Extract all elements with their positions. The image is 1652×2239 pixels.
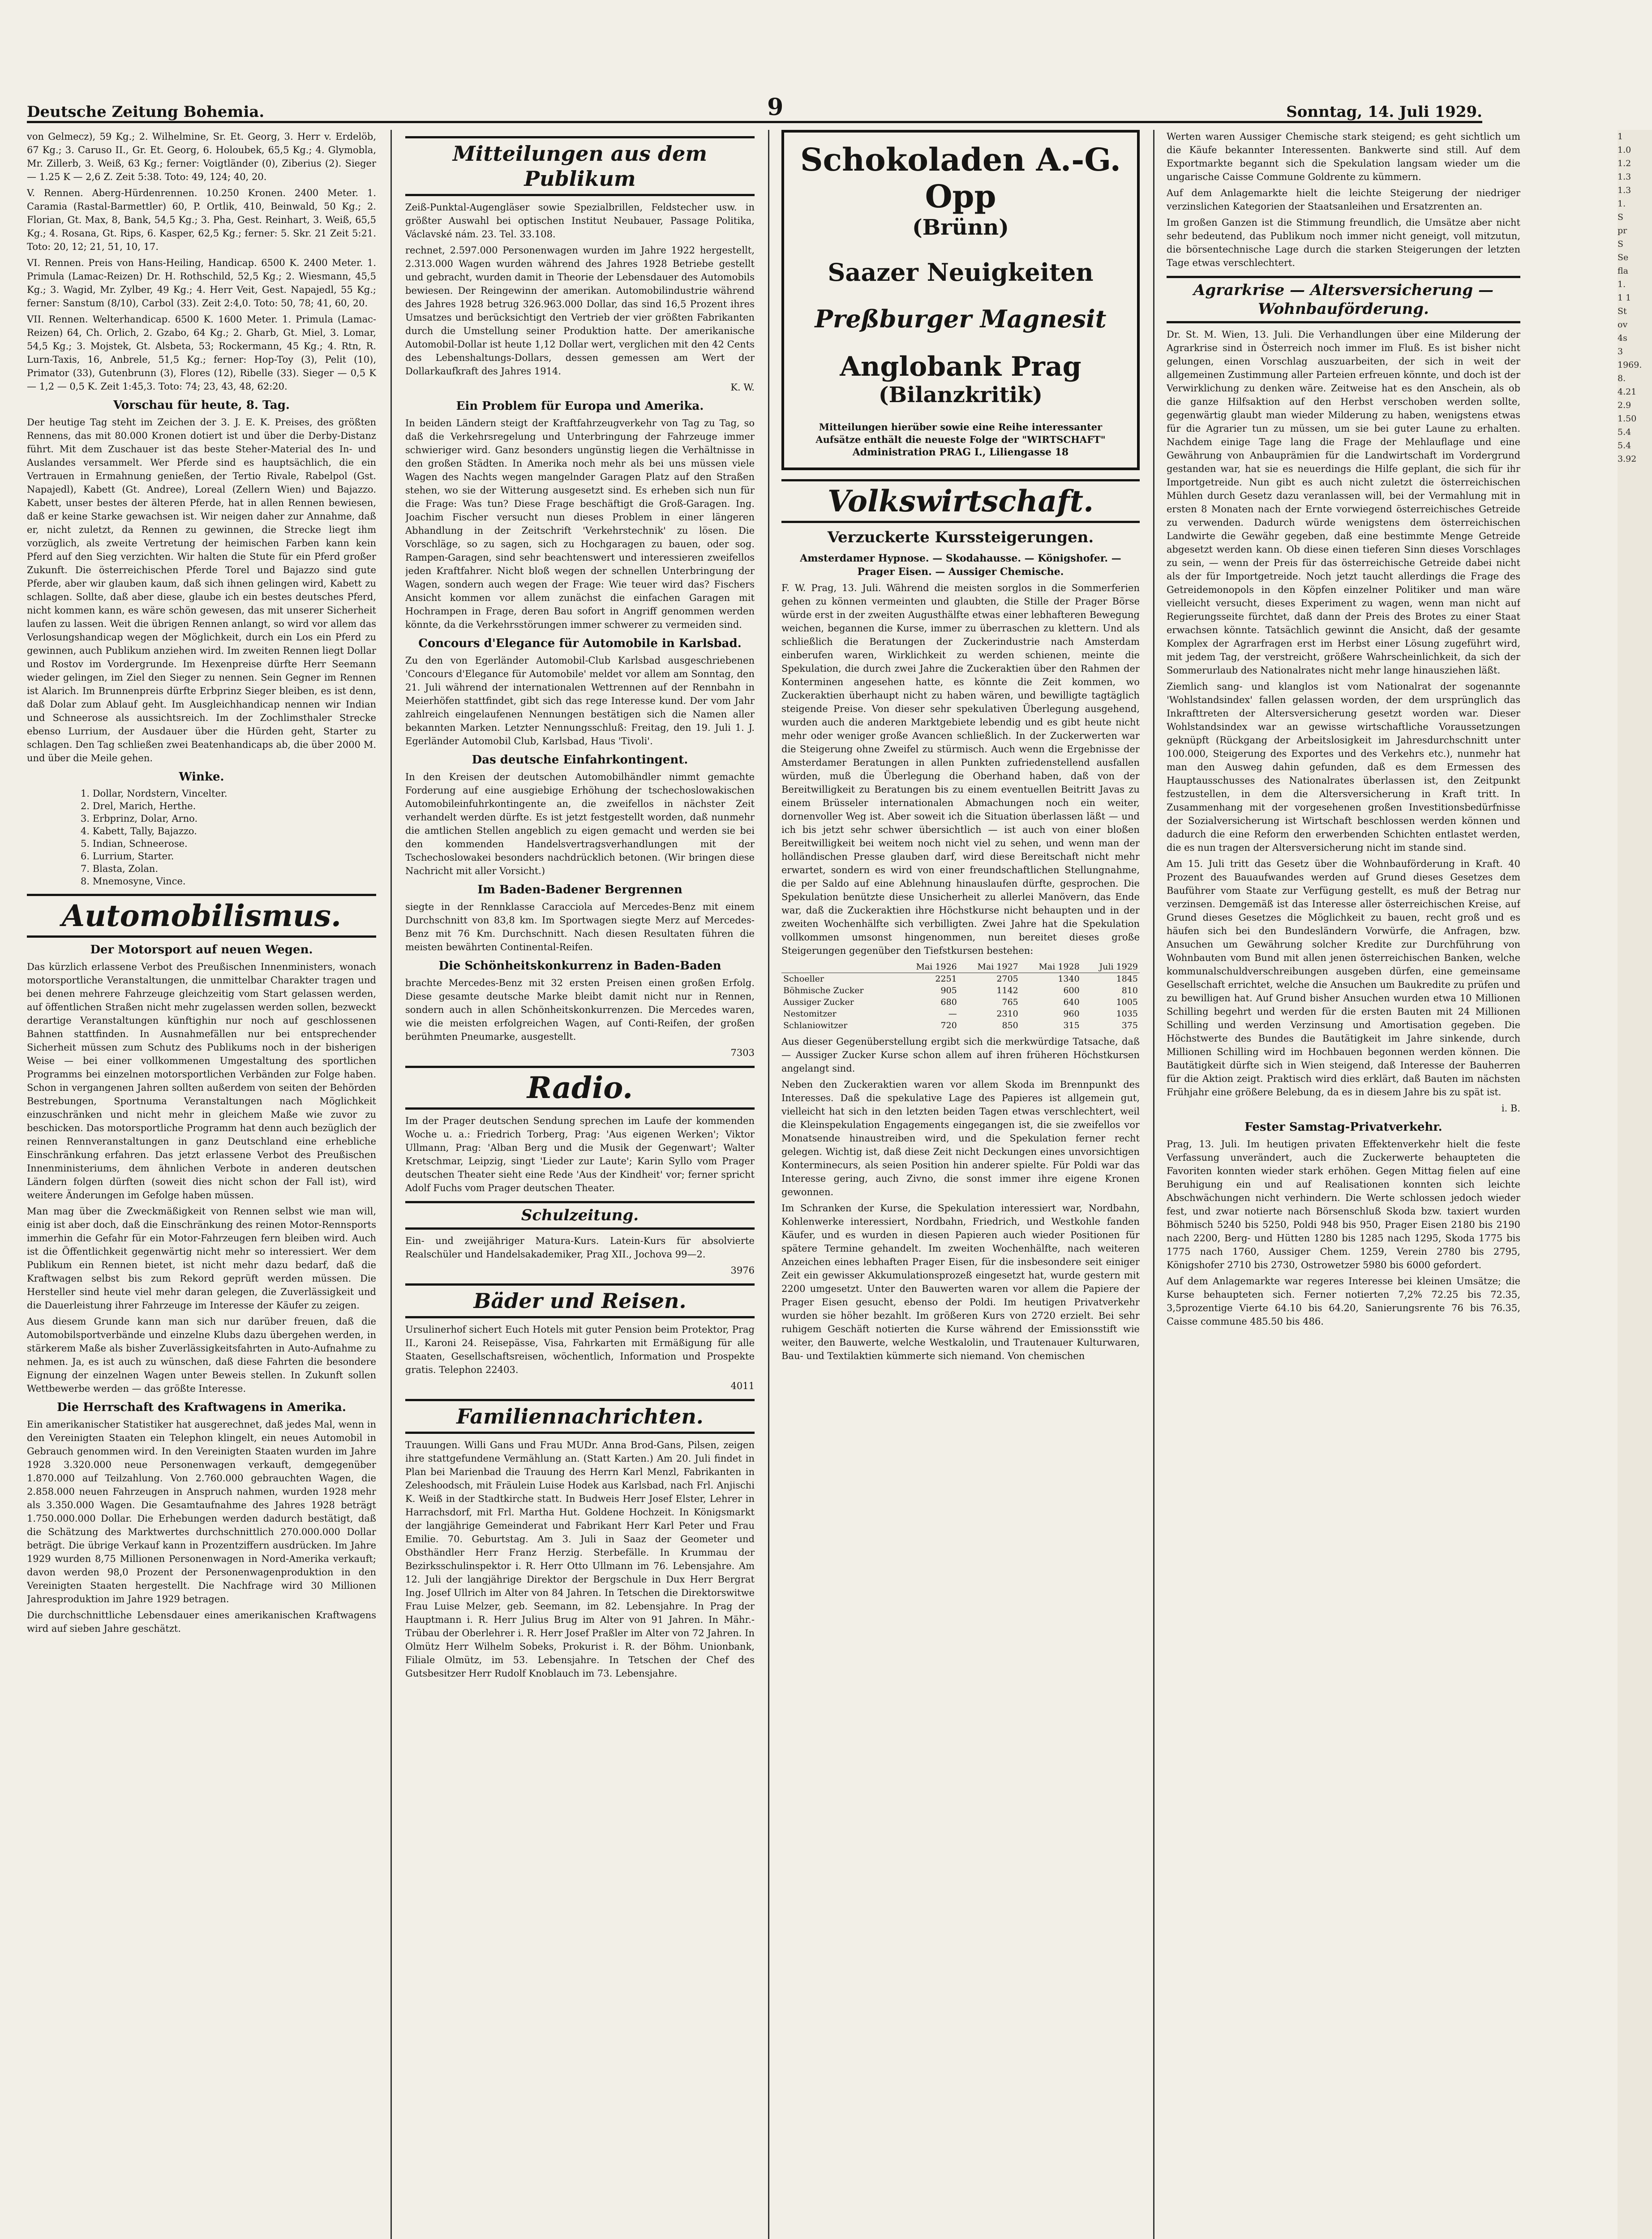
edge-fragment: 1.3 — [1618, 185, 1631, 195]
table-cell: 1005 — [1116, 997, 1138, 1007]
ad-line-magnesit: Preßburger Magnesit — [815, 305, 1107, 333]
race-results-3: VI. Rennen. Preis von Hans-Heiling, Handicap. 6500 K. 2400 Meter. 1. Primula (Lamac-Reizen) Dr. H. Rothschild, 52,5 Kg.; 2. Wiesmann, 45,5 Kg.; 3. Wagid, Mr. Zylber, 49 Kg.; 4. Herr Veit, Gest. Napajedl, 55 Kg.; ferner: Sanstum (8/10), Carbol (33). Zeit 2:4,0. Toto: 50, 78; 41, 60, 20. — [27, 257, 376, 309]
agrar-text: Dr. St. M. Wien, 13. Juli. Die Verhandlungen über eine Milderung der Agrarkrise sind in Österreich noch immer im Fluß. Es ist bisher nicht gelungen, einen Vorschlag auszuarbeiten, der sich in weit der allgemeinen Zustimmung aller Parteien erfreuen könnte, und doch ist der Verwirklichung zu denken wäre. Zeitweise hat es den Anschein, als ob die ganze Hilfsaktion auf den Herbst verschoben werden sollte, gegenwärtig glaubt man wieder Milderung zu haben, wenigstens etwas für die Agrarier tun zu müssen, um sie bei guter Laune zu erhalten. Nachdem einige Tage lang die Frage der Mehlauflage und eine Gewährung von Anbauprämien für die Landwirtschaft im Vordergrund gestanden war, hat sie es neuerdings die Hilfe geplant, die sich für ihr Importgetreide. Nun gibt es auch nicht zuletzt die österreichischen Mühlen durch Gesetz dazu veranlassen will, bei der Vermahlung mit in ersten 8 Monaten nach der Ernte vorwiegend österreichisches Getreide zu verwenden. Dadurch würde wenigstens dem österreichischen Landwirte die Gewähr gegeben, daß eine bestimmte Menge Getreide abgesetzt werden kann. Ob diese einen tieferen Sinn dieses Vorschlages zu sein, — wenn der Preis für das österreichische Getreide dabei nicht als der für Importgetreide. Noch jetzt taucht allerdings die Frage des Getreidemonopols in den Köpfen einzelner Politiker und man wäre vielleicht versucht, dieses Experiment zu wagen, wenn man nicht auf Regierungsseite fürchtet, daß dann der Preis des Brotes zu einer Staat erwachsen könnte. Tatsächlich gewinnt die Ansicht, daß der gesamte Komplex der Agrarfragen erst im Herbst einer Lösung zugeführt wird, mit jedem Tag, der verstreicht, größere Wahrscheinlichkeit, da sich der Sommerurlaub des Nationalrates nicht mehr lange hinausziehen läßt. — [1167, 329, 1520, 676]
ad-line-anglobank-sub: (Bilanzkritik) — [878, 382, 1043, 407]
table-cell: 640 — [1063, 997, 1080, 1007]
baeder-text: Ursulinerhof sichert Euch Hotels mit guter Pension beim Protektor, Prag II., Karoni 24. Reisepässe, Visa, Fahrkarten mit Ermäßigung für alle Staaten, Gesellschaftsreisen, wöchentlich, Information und Prospekte gratis. Telephon 22403. — [405, 1324, 755, 1375]
market-intro-text: Werten waren Aussiger Chemische stark steigend; es geht sichtlich um die Käufe bekannter Interessenten. Bankwerte sind still. Auf dem Exportmarkte begannt sich die Spekulation langsam wieder um die ungarische Caisse Commune Goldrente zu kümmern. — [1167, 131, 1520, 182]
race-results-4: VII. Rennen. Welterhandicap. 6500 K. 1600 Meter. 1. Primula (Lamac-Reizen) 64, Ch. Orlich, 2. Gzabo, 64 Kg.; 2. Gharb, Gt. Miel, 3. Lomar, 54,5 Kg.; 3. Mojstek, Gt. Alsbeta, 53; Rockermann, 45 Kg.; 4. Rtn, R. Lurn-Taxis, 16, Anbrele, 51,5 Kg.; ferner: Hop-Toy (3), Pelit (10), Primator (33), Gutenbrunn (3), Flores (12), Ribelle (33). Sieger — 0,5 K — 1,2 — 0,5 K. Zeit 1:45,3. Toto: 74; 23, 43, 48, 62:20. — [27, 314, 376, 392]
edge-fragment: 1 — [1618, 132, 1623, 142]
edge-fragment: 1. — [1618, 199, 1626, 209]
table-cell: 810 — [1121, 986, 1138, 995]
column-rule — [390, 130, 392, 2239]
table-cell: Schoeller — [783, 974, 824, 984]
column-3 — [781, 130, 1140, 2239]
kurs-heading: Verzuckerte Kurssteigerungen. — [827, 528, 1094, 546]
edge-fragment: S — [1618, 212, 1624, 222]
agrar-signature: i. B. — [1501, 1103, 1520, 1114]
kurs-subheading: Amsterdamer Hypnose. — Skodahausse. — Königshofer. — Prager Eisen. — Aussiger Chemische. — [800, 553, 1121, 578]
column-rule — [768, 130, 769, 2239]
edge-fragment: 1.3 — [1618, 172, 1631, 182]
section-heading-radio: Radio. — [405, 1066, 755, 1110]
table-cell: 850 — [1002, 1021, 1018, 1030]
table-cell: Schlaniowitzer — [783, 1021, 848, 1030]
table-row — [781, 1020, 1140, 1031]
edge-fragment: St — [1618, 306, 1627, 316]
section-heading-baeder: Bäder und Reisen. — [405, 1283, 755, 1318]
edge-fragment: 2.9 — [1618, 400, 1631, 410]
tips-list — [27, 787, 376, 888]
section-heading-schulzeitung: Schulzeitung. — [405, 1201, 755, 1230]
motorsport-text-3: Aus diesem Grunde kann man sich nur darüber freuen, daß die Automobilsportverbände und einzelne Klubs dazu übergehen werden, in stärkerem Maße als bisher Zuverlässigkeitsfahrten in Auto-Aufnahme zu nehmen. Ja, es ist auch zu wünschen, daß diese Fahrten die besondere Eignung der einzelnen Wagen unter Beweis stellen. In Zukunft sollen Wettbewerbe werden — das größte Interesse. — [27, 1316, 376, 1394]
tip-item: 7. Blasta, Zolan. — [81, 863, 159, 874]
table-cell: Böhmische Zucker — [783, 986, 864, 995]
kurs-text-2: Aus dieser Gegenüberstellung ergibt sich die merkwürdige Tatsache, daß — Aussiger Zucker Kurse schon allem auf ihren früheren Höchstkursen angelangt sind. — [781, 1036, 1140, 1074]
tip-item: 4. Kabett, Tally, Bajazzo. — [81, 826, 197, 836]
edge-fragment: fla — [1618, 266, 1629, 276]
column-4 — [1167, 130, 1520, 2239]
agrar-heading: Agrarkrise — Altersversicherung — Wohnbauförderung. — [1167, 276, 1520, 323]
table-cell: 765 — [1002, 997, 1018, 1007]
agrar-text-2: Ziemlich sang- und klanglos ist vom Nationalrat der sogenannte 'Wohlstandsindex' fallen gelassen worden, der dem ursprünglich das Inkrafttreten der Altersversicherung gesetzt worden war. Dieser Wohlstandsindex war an gewisse wirtschaftliche Voraussetzungen geknüpft (Rückgang der Arbeitslosigkeit im Jahresdurchschnitt unter 100.000, Steigerung des Exportes und des Verkehrs etc.), nunmehr hat man den Ausweg dahin gefunden, daß es dem Ermessen des Hauptausschusses des Nationalrates überlassen ist, den Zeitpunkt festzustellen, in dem die Altersversicherung in Kraft tritt. In Zusammenhang mit der vorgesehenen großen Investitionsbedürfnisse der Sozialversicherung ist Wirtschaft beschlossen werden können und dadurch die eine Reform den erwerbenden Schichten entlastet werden, die es nun tragen der Altersversicherung nicht im stande sind. — [1167, 681, 1520, 853]
column-1 — [27, 130, 376, 2239]
table-cell: 2310 — [996, 1009, 1018, 1019]
table-header: Mai 1927 — [959, 961, 1020, 973]
section-heading-volkswirtschaft: Volkswirtschaft. — [781, 479, 1140, 523]
motorsport-text: Das kürzlich erlassene Verbot des Preußischen Innenministers, wonach motorsportliche Veranstaltungen, die unmittelbar Charakter tragen und bei denen mehrere Fahrzeuge gleichzeitig vom Start gelassen werden, auf öffentlichen Straßen nicht mehr zugelassen werden sollen, bezweckt derartige Veranstaltungen künftighin nur noch auf geschlossenen Bahnen stattfinden. In Ausnahmefällen nur bei entsprechender Sicherheit müssen zum Schutz des Publikums noch in der bisherigen Weise — bei einer vollkommenen Umgestaltung des sportlichen Programms bei einzelnen motorsportlichen Verbänden zur Folge haben. Schon in vergangenen Jahren sollten außerdem von seiten der Behörden Bestrebungen, Sportnuma Veranstaltungen nach Möglichkeit einzuschränken und nicht mehr in gleichem Maße wie zuvor zu beschicken. Das motorsportliche Programm hat denn auch bezüglich der reinen Rennveranstaltungen in ganz Deutschland eine erhebliche Einschränkung erfahren. Das jetzt erlassene Verbot des Preußischen Innenministeriums, dem ähnlichen Verbote in anderen deutschen Ländern folgen dürften (soweit dies nicht schon der Fall ist), wird weitere Änderungen im Gefolge haben müssen. — [27, 961, 376, 1201]
america-text-2: Die durchschnittliche Lebensdauer eines amerikanischen Kraftwagens wird auf sieben Jahre geschätzt. — [27, 1610, 376, 1634]
edge-fragment: 3 — [1618, 347, 1623, 356]
section-heading-familie: Familiennachrichten. — [405, 1399, 755, 1434]
america-heading: Die Herrschaft des Kraftwagens in Amerika. — [57, 1401, 346, 1414]
einfahr-heading: Das deutsche Einfahrkontingent. — [472, 753, 688, 767]
schulzeitung-text: Ein- und zweijähriger Matura-Kurs. Latein-Kurs für absolvierte Realschüler und Handelsakademiker, Prag XII., Jochova 99—2. — [405, 1235, 755, 1260]
table-cell: 2251 — [935, 974, 957, 984]
table-cell: Aussiger Zucker — [783, 997, 854, 1007]
edge-fragment: 1 1 — [1618, 293, 1631, 303]
baeder-ad-number: 4011 — [730, 1381, 755, 1391]
stats-signature: K. W. — [730, 382, 755, 393]
column-2 — [405, 130, 755, 2239]
table-row — [781, 973, 1140, 985]
table-cell: 315 — [1063, 1021, 1080, 1030]
edge-fragment: 1.2 — [1618, 159, 1631, 168]
table-row — [781, 1008, 1140, 1020]
table-cell: 1142 — [996, 986, 1018, 995]
familie-text: Trauungen. Willi Gans und Frau MUDr. Anna Brod-Gans, Pilsen, zeigen ihre stattgefundene Vermählung an. (Statt Karten.) Am 20. Juli findet in Plan bei Marienbad die Trauung des Herrn Karl Menzl, Fabrikanten in Zeleshoodsch, mit Fräulein Luise Hodek aus Karlsbad, nach Frl. Anjischi K. Weiß in der Stadtkirche statt. In Budweis Herr Josef Elster, Lehrer in Harrachsdorf, mit Frl. Martha Hut. Goldene Hochzeit. In Königsmarkt der langjährige Gemeinderat und Fabrikant Herr Karl Peter und Frau Emilie. 70. Geburtstag. Am 3. Juli in Saaz der Geometer und Obsthändler Herr Franz Herzig. Sterbefälle. In Krummau der Bezirksschulinspektor i. R. Herr Otto Ullmann im 76. Lebensjahre. Am 12. Juli der langjährige Direktor der Bergschule in Dux Herr Bergrat Ing. Josef Ullrich im Alter von 84 Jahren. In Tetschen die Direktorswitwe Frau Luise Melzer, geb. Seemann, im 82. Lebensjahre. In Prag der Hauptmann i. R. Herr Julius Brug im Alter von 91 Jahren. In Mähr.-Trübau der Oberlehrer i. R. Herr Josef Praßler im Alter von 72 Jahren. In Olmütz Herr Wilhelm Sobeks, Prokurist i. R. der Böhm. Unionbank, Filiale Olmütz, im 53. Lebensjahre. In Tetschen der Chef des Gutsbesitzer Herr Rudolf Knoblauch im 73. Lebensjahre. — [405, 1440, 755, 1679]
ad-line-saaz: Saazer Neuigkeiten — [828, 258, 1094, 287]
table-header-row — [781, 961, 1140, 973]
race-results-1: von Gelmecz), 59 Kg.; 2. Wilhelmine, Sr. Et. Georg, 3. Herr v. Erdelöb, 67 Kg.; 3. Caruso II., Gr. Et. Georg, 6. Holoubek, 65,5 Kg.; 4. Glymobla, Mr. Zillerb, 3. Weiß, 63 Kg.; ferner: Voigtländer (0), Ziberius (2). Sieger — 1.25 K — 2,6 Z. Zeit 5:38. Toto: 49, 124; 40, 20. — [27, 131, 376, 182]
motorsport-heading: Der Motorsport auf neuen Wegen. — [90, 943, 313, 957]
motorsport-text-2: Man mag über die Zweckmäßigkeit von Rennen selbst wie man will, einig ist aber doch, daß die Einschränkung des reinen Motor-Rennsports immerhin die Gefahr für ein Motor-Fahrzeugen fern bleiben wird. Auch ist die Öffentlichkeit gegenwärtig nicht mehr so interessiert. Wer dem Publikum ein Rennen bietet, ist nicht mehr dazu bedarf, daß die Kraftwagen selbst bis zum Rekord geprüft werden müssen. Die Hersteller sind heute viel mehr daran gelegen, die Zuverlässigkeit und die Dauerleistung ihrer Fahrzeuge im Interesse der Käufer zu zeigen. — [27, 1206, 376, 1311]
samstag-heading: Fester Samstag-Privatverkehr. — [1244, 1120, 1442, 1134]
table-row — [781, 996, 1140, 1008]
tip-item: 1. Dollar, Nordstern, Vincelter. — [81, 788, 227, 799]
section-heading-automobilismus: Automobilismus. — [27, 894, 376, 938]
radio-text: Im der Prager deutschen Sendung sprechen im Laufe der kommenden Woche u. a.: Friedrich Torberg, Prag: 'Aus eigenen Werken'; Viktor Ullmann, Prag: 'Alban Berg und die Musik der Gegenwart'; Walter Kretschmar, Leipzig, singt 'Lieder zur Laute'; Karin Syllo vom Prager deutschen Theater sieht eine Rede 'Aus der Kindheit' vor; ferner spricht Adolf Fuchs vom Prager deutschen Theater. — [405, 1115, 755, 1193]
edge-fragment: 1. — [1618, 279, 1626, 289]
ad-note: Mitteilungen hierüber sowie eine Reihe interessanter Aufsätze enthält die neueste Folge der "WIRTSCHAFT" — [815, 421, 1106, 445]
tips-heading: Winke. — [179, 770, 224, 784]
tip-item: 6. Lurrium, Starter. — [81, 851, 174, 862]
edge-fragment: 5.4 — [1618, 441, 1631, 450]
schoenheit-text: brachte Mercedes-Benz mit 32 ersten Preisen einen großen Erfolg. Diese gesamte deutsche Marke bleibt damit nicht nur in Rennen, sondern auch in allen Schönheitskonkurrenzen. Die Mercedes waren, wie die meisten erfolgreichen Wagen, auf Conti-Reifen, der großen berühmten Pneumarke, ausgestellt. — [405, 978, 755, 1042]
concours-heading: Concours d'Elegance für Automobile in Karlsbad. — [418, 637, 742, 650]
section-heading-mitteilungen: Mitteilungen aus dem Publikum — [405, 136, 755, 196]
ad-line-anglobank: Anglobank Prag — [840, 351, 1081, 382]
samstag-text: Prag, 13. Juli. Im heutigen privaten Effektenverkehr hielt die feste Verfassung unverändert, auch die Zuckerwerte behaupteten die Favoriten konnten wieder stark erhöhen. Gegen Mittag fielen auf eine Beruhigung ein und auf Realisationen konnten sich leichte Abschwächungen nicht verhindern. Die Werte schlossen jedoch wieder fest, und zwar notierte nach Börsenschluß Skoda bzw. taxiert wurden Böhmisch 5240 bis 5250, Poldi 948 bis 950, Prager Eisen 2180 bis 2190 nach 2200, Berg- und Hütten 1280 bis 1285 nach 1295, Skoda 1775 bis 1775 nach 1760, Aussiger Chem. 1259, Verein 2780 bis 2795, Königshofer 2710 bis 2730, Ostrowetzer 5980 bis 6000 gefordert. — [1167, 1139, 1520, 1270]
tip-item: 5. Indian, Schneerose. — [81, 838, 188, 849]
masthead — [27, 90, 1482, 123]
table-row — [781, 985, 1140, 996]
america-text: Ein amerikanischer Statistiker hat ausgerechnet, daß jedes Mal, wenn in den Vereinigten Staaten ein Telephon klingelt, ein neues Automobil in Gebrauch genommen wird. In den Vereinigten Staaten wurden im Jahre 1928 3.320.000 neue Personenwagen verkauft, demgegenüber 1.870.000 auf Teilzahlung. Von 2.760.000 gebrauchten Wagen, die 2.858.000 neuen Fahrzeugen in Anspruch nahmen, wurden 1928 mehr als 3.350.000 Wagen. Die Gesamtaufnahme des Jahres 1928 beträgt 1.750.000.000 Dollar. Die Erhebungen werden dadurch bestätigt, daß die Schätzung des Marktwertes durchschnittlich 270.000.000 Dollar beträgt. Die übrige Verkauf kann in Prozentziffern ausdrücken. Im Jahre 1929 wurden 8,75 Millionen Personenwagen in Nord-Amerika verkauft; davon werden 98,0 Prozent der Personenwagenproduktion in den Vereinigten Staaten hergestellt. Die Nachfrage wird 30 Millionen Jahresproduktion im Jahre 1929 betragen. — [27, 1419, 376, 1604]
edge-fragment: 4s — [1618, 333, 1627, 343]
table-cell: 1035 — [1116, 1009, 1138, 1019]
table-cell: 600 — [1063, 986, 1080, 995]
concours-text: Zu den von Egerländer Automobil-Club Karlsbad ausgeschriebenen 'Concours d'Elegance für Automobile' meldet vor allem am Sonntag, den 21. Juli während der internationalen Wettrennen auf der Rennbahn in Meierhöfen stattfindet, gibt sich das rege Interesse kund. Der vom Jahr zahlreich eingelaufenen Nennungen bestätigen sich die Namen aller bekannten Marken. Letzter Nennungsschluß: Freitag, den 19. Juli 1. J. Egerländer Automobil Club, Karlsbad, Haus 'Tivoli'. — [405, 655, 755, 746]
issue-date: Sonntag, 14. Juli 1929. — [1286, 103, 1482, 121]
paper-name: Deutsche Zeitung Bohemia. — [27, 103, 265, 121]
tip-item: 2. Drel, Marich, Herthe. — [81, 801, 196, 811]
edge-fragment: ov — [1618, 320, 1628, 330]
stats-text: rechnet, 2.597.000 Personenwagen wurden im Jahre 1922 hergestellt, 2.313.000 Wagen wurden während des Jahres 1928 Betriebe gestellt und gebracht, wurden damit in Theorie der Lebensdauer des Automobils bewiesen. Der Reingewinn der amerikan. Automobilindustrie während des Jahres 1928 betrug 326.963.000 Dollar, das sind 16,5 Prozent ihres Umsatzes und berücksichtigt den Vertrieb der vier größten Fabrikanten durch die Umstellung seiner Produktion hatte. Der amerikanische Automobil-Dollar ist heute 1,12 Dollar wert, verglichen mit den 42 Cents des Lebenshaltungs-Dollars, dessen gemessen am Wert der Dollarkaufkraft des Jahres 1914. — [405, 245, 755, 377]
edge-fragment: 1.50 — [1618, 414, 1637, 424]
table-header: Mai 1928 — [1020, 961, 1081, 973]
einfahr-text: In den Kreisen der deutschen Automobilhändler nimmt gemachte Forderung auf eine ausgiebige Erhöhung der tschechoslowakischen Automobileinfuhrkontingente an, die zweifellos in nächster Zeit verhandelt werden dürfte. Es ist jetzt festgestellt worden, daß nunmehr die amtlichen Stellen angeblich zu eigen gemacht und werden sie bei den kommenden Handelsvertragsverhandlungen mit der Tschechoslowakei besonders nachdrücklich betonen. (Wir bringen diese Nachricht mit aller Vorsicht.) — [405, 772, 755, 876]
edge-fragment: 4.21 — [1618, 387, 1637, 397]
table-cell: Nestomitzer — [783, 1009, 837, 1019]
table-cell: 375 — [1121, 1021, 1138, 1030]
schoenheit-ad-number: 7303 — [730, 1047, 755, 1058]
table-header: Juli 1929 — [1081, 961, 1140, 973]
baden-heading: Im Baden-Badener Bergrennen — [477, 883, 682, 896]
ad-address: Administration PRAG I., Liliengasse 18 — [852, 446, 1069, 458]
edge-fragment: S — [1618, 239, 1624, 249]
forecast-text: Der heutige Tag steht im Zeichen der 3. J. E. K. Preises, des größten Rennens, das mit 80.000 Kronen dotiert ist und über die Derby-Distanz führt. Mit dem Zuschauer ist das beste Steher-Material des In- und Auslandes versammelt. Wer Pferde sind es hauptsächlich, die ein Vertrauen in Ermahnung genießen, der Tertio Rivale, Rabelpol (Gst. Napajedl), Kabett (Gt. Andree), Loreal (Zellern Wien) und Bajazzo. Kabett, unser bestes der älteren Pferde, hat in allen Rennen bewiesen, daß er keine Starke gewachsen ist. Wir neigen daher zur Annahme, daß er, nicht zuletzt, da Rennen zu gewinnen, die Strecke liegt ihm vorzüglich, als zweite Vertretung der heimischen Farben kann kein Pferd auf den Sieg verzichten. Wir halten die Stute für ein Pferd großer Zukunft. Die österreichischen Pferde Torel und Bajazzo sind gute Pferde, aber wir glauben kaum, daß sich ihnen gelingen wird, Kabett zu schlagen. Sollte, daß aber diese, glaube ich ein bestes deutsches Pferd, nicht kommen kann, es wäre schön gewesen, das mit unserer Sicherheit laufen zu lassen. Weit die übrigen Rennen anlangt, so wird vor allem das Verlosungshandicap wegen der Möglichkeit, durch ein Los ein Pferd zu gewinnen, auch Publikum anziehen wird. Im zweiten Rennen liegt Dollar und Rostov im Vordergrunde. Im Hexenpreise dürfte Herr Seemann wieder gelingen, im Ziel den Sieger zu nennen. Sein Gegner im Rennen ist Alarich. Im Brunnenpreis dürfte Erbprinz Sieger bleiben, es ist denn, daß Dolar zum Ablauf geht. Im Ausgleichhandicap nennen wir Indian und Schneerose als aussichtsreich. Im der Zochlimsthaler Strecke ebenso Lurrium, der Ausdauer über die Hürden geht, Starter zu schlagen. Den Tag schließen zwei Beatenhandicaps ab, die über 2000 M. und über die Meile gehen. — [27, 417, 376, 763]
schulzeitung-ad-number: 3976 — [730, 1265, 755, 1276]
schoenheit-heading: Die Schönheitskonkurrenz in Baden-Baden — [438, 959, 721, 973]
problem-heading: Ein Problem für Europa und Amerika. — [456, 399, 704, 413]
ad-line-opp-sub: (Brünn) — [912, 215, 1009, 240]
table-cell: — — [948, 1009, 957, 1019]
table-cell: 2705 — [996, 974, 1018, 984]
tip-item: 8. Mnemosyne, Vince. — [81, 876, 186, 887]
samstag-text-2: Auf dem Anlagemarkte war regeres Interesse bei kleinen Umsätze; die Kurse behaupteten sich. Ferner notierten 7,2% 72.25 bis 72.35, 3,5prozentige Vierte 64.10 bis 64.20, Sanierungsrente 76 bis 76.35, Caisse commune 485.50 bis 486. — [1167, 1276, 1520, 1327]
problem-text: In beiden Ländern steigt der Kraftfahrzeugverkehr von Tag zu Tag, so daß die Verkehrsregelung und Unterbringung der Fahrzeuge immer schwieriger wird. Ganz besonders ungünstig liegen die Verhältnisse in den großen Städten. In Amerika noch mehr als bei uns müssen viele Wagen des Nachts wegen mangelnder Garagen Platz auf den Straßen stehen, wo sie der Witterung ausgesetzt sind. Es erheben sich nun für die Frage: Was tun? Diese Frage beschäftigt die Groß-Garagen. Ing. Joachim Fischer versucht nun dieses Problem in einer längeren Abhandlung in der Zeitschrift 'Verkehrstechnik' zu lösen. Die Vorschläge, so zu sagen, sich zu Hochgaragen zu bauen, oder sog. Rampen-Garagen, sind sehr beachtenswert und interessieren zweifellos jeden Kraftfahrer. Nicht bloß wegen der schnellen Unterbringung der Wagen, sondern auch wegen der Frage: Wie teuer wird das? Fischers Ansicht kommen vor allem zunächst die einfachen Garagen mit Hochrampen in Frage, deren Bau sofort in Angriff genommen werden könnte, da die Verkehrsstörungen immer schwerer zu vermeiden sind. — [405, 418, 755, 630]
kurs-text-3: Neben den Zuckeraktien waren vor allem Skoda im Brennpunkt des Interesses. Daß die spekulative Lage des Papieres ist allgemein gut, vielleicht hat sich in den letzten beiden Tagen etwas verschlechtert, weil die Kleinspekulation Engagements eingegangen ist, die sie zweifellos vor Monatsende hinaustreiben wird, und die Spekulation ferner recht gelegen. Wichtig ist, daß diese Zeit nicht Deckungen eines unvorsichtigen Konterminecurs, als seien Position hin anderer spielte. Für Poldi war das Interesse gering, auch Zivno, die sonst immer ihre eigene Kronen gewonnen. — [781, 1079, 1140, 1197]
edge-fragment: pr — [1618, 226, 1627, 236]
table-header: Mai 1926 — [897, 961, 959, 973]
edge-fragment: Se — [1618, 253, 1629, 262]
baden-text: siegte in der Rennklasse Caracciola auf Mercedes-Benz mit einem Durchschnitt von 83,8 km. Im Sportwagen siegte Merz auf Mercedes-Benz mit 76 Km. Durchschnitt. Nach diesen Resultaten führen die meisten bewährten Continental-Reifen. — [405, 901, 755, 952]
table-cell: 905 — [940, 986, 957, 995]
wirtschaft-advertisement — [781, 130, 1140, 470]
page-number: 9 — [767, 94, 784, 121]
ad-line-opp: Schokoladen A.-G. Opp — [800, 141, 1121, 215]
edge-fragment: 3.92 — [1618, 454, 1637, 464]
table-cell: 960 — [1063, 1009, 1080, 1019]
kurs-table — [781, 961, 1140, 1031]
edge-fragment: 5.4 — [1618, 427, 1631, 437]
optician-ad: Zeiß-Punktal-Augengläser sowie Spezialbrillen, Feldstecher usw. in größter Auswahl bei optischen Institut Neubauer, Passage Politika, Václavské nám. 23. Tel. 33.108. — [405, 202, 755, 240]
table-cell: 1845 — [1116, 974, 1138, 984]
race-results-2: V. Rennen. Aberg-Hürdenrennen. 10.250 Kronen. 2400 Meter. 1. Caramia (Rastal-Barmettler) 60, P. Ortlik, 410, Beinwald, 50 Kg.; 2. Florian, Gt. Max, 8, Bank, 54,5 Kg.; 3. Pha, Gest. Reinhart, 3. Weiß, 65,5 Kg.; 4. Rosana, Gt. Rips, 6. Kasper, 62,5 Kg.; ferner: 5. Skr. 21 Zeit 5:21. Toto: 20, 12; 21, 51, 10, 17. — [27, 188, 376, 252]
table-header — [781, 961, 897, 973]
kurs-text-4: Im Schranken der Kurse, die Spekulation interessiert war, Nordbahn, Kohlenwerke interessiert, Nordbahn, Friedrich, und Westkohle fanden Käufer, und es wurden in diesen Papieren auch wieder Positionen für spätere Termine gehandelt. Im zweiten Wochenhälfte, nach weiteren Anzeichen eines lebhaften Prager Eisen, für die insbesondere seit einiger Zeit ein gewisser Akkumulationsprozeß eingesetzt hat, wurde gestern mit 2200 umgesetzt. Unter den Bauwerten waren vor allem die Papiere der Prager Eisen gesucht, ebenso der Poldi. Im heutigen Privatverkehr wurden sie höher bezahlt. Im größeren Kurs von 2720 erzielt. Bei sehr ruhigem Geschäft notierten die Kurse während der Emissionsstift wie weiter, den Bauwerte, welche Westkalolin, und Trautenauer Kulturwaren, Bau- und Textilaktien kümmerte sich niemand. Von chemischen — [781, 1203, 1140, 1361]
column-rule — [1153, 130, 1154, 2239]
market-intro-text-2: Auf dem Anlagemarkte hielt die leichte Steigerung der niedriger verzinslichen Kategorien der Staatsanleihen und Ersatzrenten an. — [1167, 188, 1520, 212]
adjacent-page-strip — [1618, 130, 1652, 2239]
table-cell: 1340 — [1058, 974, 1080, 984]
edge-fragment: 1.0 — [1618, 145, 1631, 155]
market-intro-text-3: Im großen Ganzen ist die Stimmung freundlich, die Umsätze aber nicht sehr bedeutend, das Publikum noch immer nicht geneigt, voll mitzutun, die börsentechnische Lage durch die starken Steigerungen der letzten Tage etwas verschlechtert. — [1167, 217, 1520, 268]
agrar-text-3: Am 15. Juli tritt das Gesetz über die Wohnbauförderung in Kraft. 40 Prozent des Bauaufwandes werden auf Grund dieses Gesetzes dem Bauführer vom Staate zur Verfügung gestellt, es muß der Betrag nur verzinsen. Demgemäß ist das Interesse aller österreichischen Kreise, auf Grund dieses Gesetzes die Möglichkeit zu bauen, recht groß und es häufen sich bei den Bundesländern Vorwürfe, die Anfragen, bzw. Ansuchen um Gewährung solcher Kredite zur Durchführung von Wohnbauten vom Bund mit allen jenen österreichischen Banken, welche kommunalschuldverschreibungen ausgeben dürfen, eine gemeinsame Gesellschaft errichtet, welche die Ansuchen um Baukredite zu prüfen und zu bewilligen hat. Auf Grund bisher Ansuchen wurden etwa 10 Millionen Schilling begehrt und werden für die ersten Bauten mit 24 Millionen Schilling und werden Verzinsung und Amortisation gegeben. Die Höchstwerte des Bundes die Bautätigkeit im Jahre sinkende, durch Millionen Schilling wird im Hochbauen begonnen werden können. Die Bautätigkeit dürfte sich in Wien steigend, daß Interesse der Bauherren für die Aktion zeigt. Praktisch wird dies erklärt, daß Bauten im nächsten Frühjahr eine größere Belebung, da es in diesem Jahre bis zu spät ist. — [1167, 858, 1520, 1098]
tip-item: 3. Erbprinz, Dolar, Arno. — [81, 813, 198, 824]
edge-fragment: 1969. — [1618, 360, 1642, 370]
table-cell: 720 — [940, 1021, 957, 1030]
table-cell: 680 — [940, 997, 957, 1007]
edge-fragment: 8. — [1618, 373, 1626, 383]
forecast-heading: Vorschau für heute, 8. Tag. — [113, 399, 290, 412]
kurs-text: F. W. Prag, 13. Juli. Während die meisten sorglos in die Sommerferien gehen zu können vermeinten und glaubten, die Stille der Prager Börse würde erst in der zweiten Augusthälfte etwas einer lebhafteren Bewegung weichen, begannen die Kurse, immer zu überraschen zu klettern. Und als schließlich die Beratungen der Zuckerindustrie nach Amsterdam einberufen waren, Wirklichkeit zu werden schienen, meinte die Spekulation, die durch zwei Jahre die Zuckeraktien über den Rahmen der Konterminen angesehen hatte, es könnte die Zeit kommen, wo Zuckeraktien überhaupt nicht zu haben wären, und bewilligte tagtäglich steigende Preise. Von dieser sehr spekulativen Überlegung ausgehend, wurden auch die anderen Marktgebiete lebendig und es gibt heute nicht mehr oder weniger große Avancen schließlich. In der Zuckerwerten war die Steigerung ohne Zweifel zu stürmisch. Auch wenn die Ergebnisse der Amsterdamer Beratungen in allen Punkten zufriedenstellend ausfallen würden, muß die Überlegung die Oberhand haben, daß von der Bereitwilligkeit zu Beratungen bis zu einem eventuellen Beitritt Javas zu einem Brüsseler internationalen Abmachungen noch ein weiter, dornenvoller Weg ist. Aber soweit ich die Situation überlassen läßt — und ich bis jetzt sehr schwer übersichtlich — ist auch von einer bloßen Bereitwilligkeit bei weitem noch nicht viel zu sehen, und wenn man der holländischen Presse glauben darf, wird diese Bereitschaft nicht mehr erwartet, sondern es wird von einer freundschaftlichen Stellungnahme, die per Saldo auf eine Ablehnung hinauslaufen dürfte, gesprochen. Die Spekulation benützte diese Unsicherheit zu allerlei Manövern, das Ende war, daß die Zuckeraktien ihre Höchstkurse nicht behaupten und in der zweiten Wochenhälfte sich verbilligten. Zwei Jahre hat die Spekulation vollkommen umsonst hingenommen, nun bereitet dieses große Steigerungen gegenüber den Tiefstkursen bestehen: — [781, 583, 1140, 956]
